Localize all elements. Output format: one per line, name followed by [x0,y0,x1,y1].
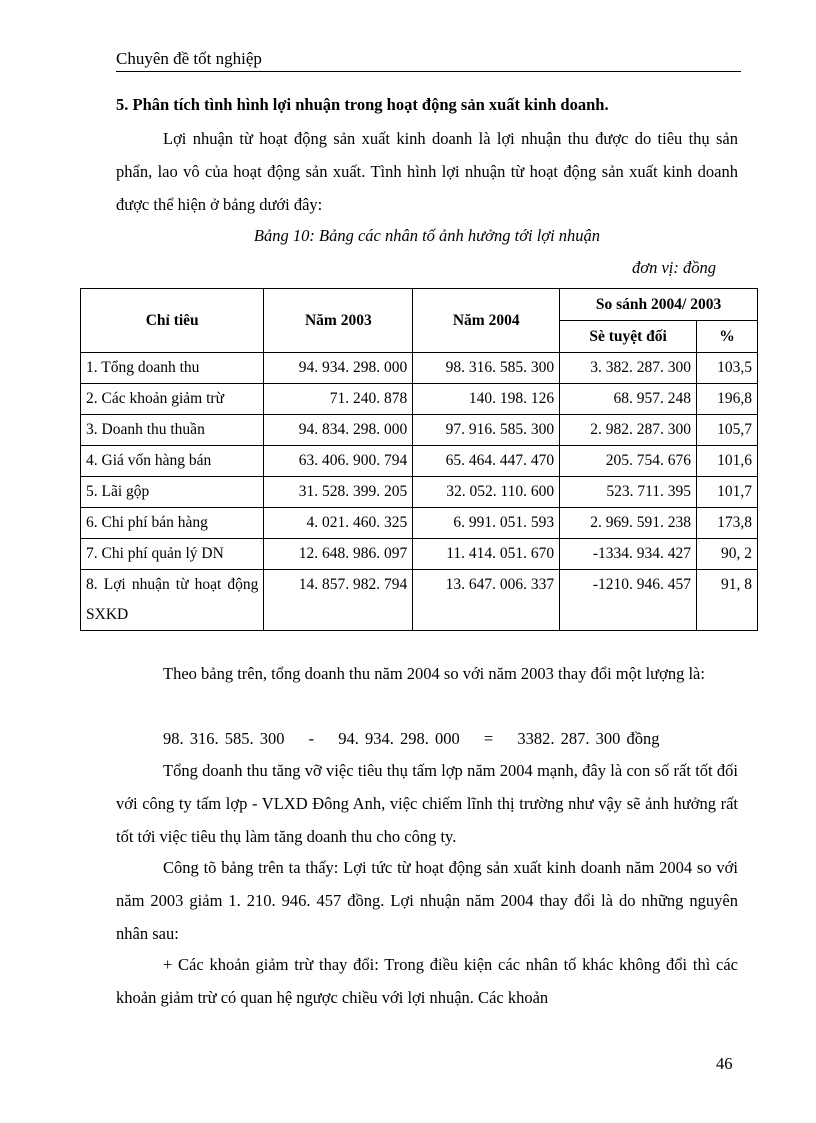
header-2004: Năm 2004 [413,289,560,353]
cell-percent: 196,8 [697,384,758,415]
header-2003: Năm 2003 [264,289,413,353]
paragraph-cac-khoan: + Các khoản giảm trừ thay đổi: Trong điều kiện các nhân tố khác không đổi thì các khoản giảm trừ có quan hệ ngược chiều với lợi nhuận. Các khoản [116,955,738,1007]
cell-2004: 32. 052. 110. 600 [413,477,560,508]
formula-equals: = [483,729,494,748]
table-row [81,446,758,477]
row-label: 6. Chi phí bán hàng [81,508,264,539]
cell-2004: 11. 414. 051. 670 [413,539,560,570]
cell-2004: 6. 991. 051. 593 [413,508,560,539]
paragraph-cong-tu: Công tõ bảng trên ta thấy: Lợi tức từ hoạt động sản xuất kinh doanh năm 2004 so với năm 2003 giảm 1. 210. 946. 457 đồng. Lợi nhuận năm 2004 thay đổi là do những nguyên nhân sau: [116,858,738,943]
cell-2004: 140. 198. 126 [413,384,560,415]
row-label: 1. Tổng doanh thu [81,353,264,384]
cell-percent: 105,7 [697,415,758,446]
table-row [81,539,758,570]
profit-factors-table [80,288,758,631]
cell-percent: 173,8 [697,508,758,539]
paragraph-tong-doanh-thu: Tổng doanh thu tăng vỡ việc tiêu thụ tấm lợp năm 2004 mạnh, đây là con số rất tốt đối với công ty tấm lợp - VLXD Đông Anh, việc chiếm lĩnh thị trường như vậy sẽ ảnh hưởng rất tốt tới việc tiêu thụ làm tăng doanh thu cho công ty. [116,761,738,846]
formula-value-2004: 98. 316. 585. 300 [163,729,285,748]
cell-percent: 103,5 [697,353,758,384]
intro-paragraph: Lợi nhuận từ hoạt động sản xuất kinh doanh là lợi nhuận thu được do tiêu thụ sản phẩn, lao vô của hoạt động sản xuất. Tình hình lợi nhuận từ hoạt động sản xuất kinh doanh được thể hiện ở bảng dưới đây: [116,129,738,214]
cell-2003: 4. 021. 460. 325 [264,508,413,539]
header-compare: So sánh 2004/ 2003 [560,289,758,321]
table-header-row [81,289,758,321]
formula-value-2003: 94. 934. 298. 000 [338,729,460,748]
table-caption: Bảng 10: Bảng các nhân tố ảnh hưởng tới lợi nhuận [253,226,601,245]
cell-2004: 97. 916. 585. 300 [413,415,560,446]
section-title: 5. Phân tích tình hình lợi nhuận trong hoạt động sản xuất kinh doanh. [116,95,609,114]
row-label: 8. Lợi nhuận từ hoạt động SXKD [81,570,264,631]
page-number: 46 [716,1054,733,1073]
table-row [81,353,758,384]
table-row [81,384,758,415]
table-row [81,570,758,631]
cell-percent: 101,6 [697,446,758,477]
paragraph-theo-bang: Theo bảng trên, tổng doanh thu năm 2004 so với năm 2003 thay đổi một lượng là: [163,664,705,683]
table-row [81,508,758,539]
table-row [81,415,758,446]
row-label: 4. Giá vốn hàng bán [81,446,264,477]
cell-2003: 12. 648. 986. 097 [264,539,413,570]
cell-diff: 3. 382. 287. 300 [560,353,697,384]
cell-diff: 205. 754. 676 [560,446,697,477]
cell-diff: 2. 982. 287. 300 [560,415,697,446]
cell-2003: 31. 528. 399. 205 [264,477,413,508]
row-label: 3. Doanh thu thuần [81,415,264,446]
unit-label: đơn vị: đồng [632,258,716,277]
running-header [116,47,741,72]
row-label: 2. Các khoản giảm trừ [81,384,264,415]
cell-2003: 94. 834. 298. 000 [264,415,413,446]
table-row [81,477,758,508]
revenue-difference-formula [163,725,677,753]
cell-diff: -1334. 934. 427 [560,539,697,570]
cell-diff: 523. 711. 395 [560,477,697,508]
cell-2003: 71. 240. 878 [264,384,413,415]
cell-2004: 13. 647. 006. 337 [413,570,560,631]
cell-percent: 101,7 [697,477,758,508]
header-title: Chuyên đề tốt nghiệp [116,49,262,68]
header-percent: % [697,321,758,353]
cell-percent: 90, 2 [697,539,758,570]
row-label: 5. Lãi gộp [81,477,264,508]
cell-percent: 91, 8 [697,570,758,631]
cell-2004: 98. 316. 585. 300 [413,353,560,384]
cell-2003: 14. 857. 982. 794 [264,570,413,631]
formula-result: 3382. 287. 300 đồng [517,729,660,748]
header-absolute: Sè tuyệt đối [560,321,697,353]
cell-2003: 63. 406. 900. 794 [264,446,413,477]
cell-diff: -1210. 946. 457 [560,570,697,631]
header-indicator: Chỉ tiêu [81,289,264,353]
cell-diff: 68. 957. 248 [560,384,697,415]
cell-diff: 2. 969. 591. 238 [560,508,697,539]
row-label: 7. Chi phí quản lý DN [81,539,264,570]
cell-2003: 94. 934. 298. 000 [264,353,413,384]
cell-2004: 65. 464. 447. 470 [413,446,560,477]
formula-minus: - [308,729,315,748]
